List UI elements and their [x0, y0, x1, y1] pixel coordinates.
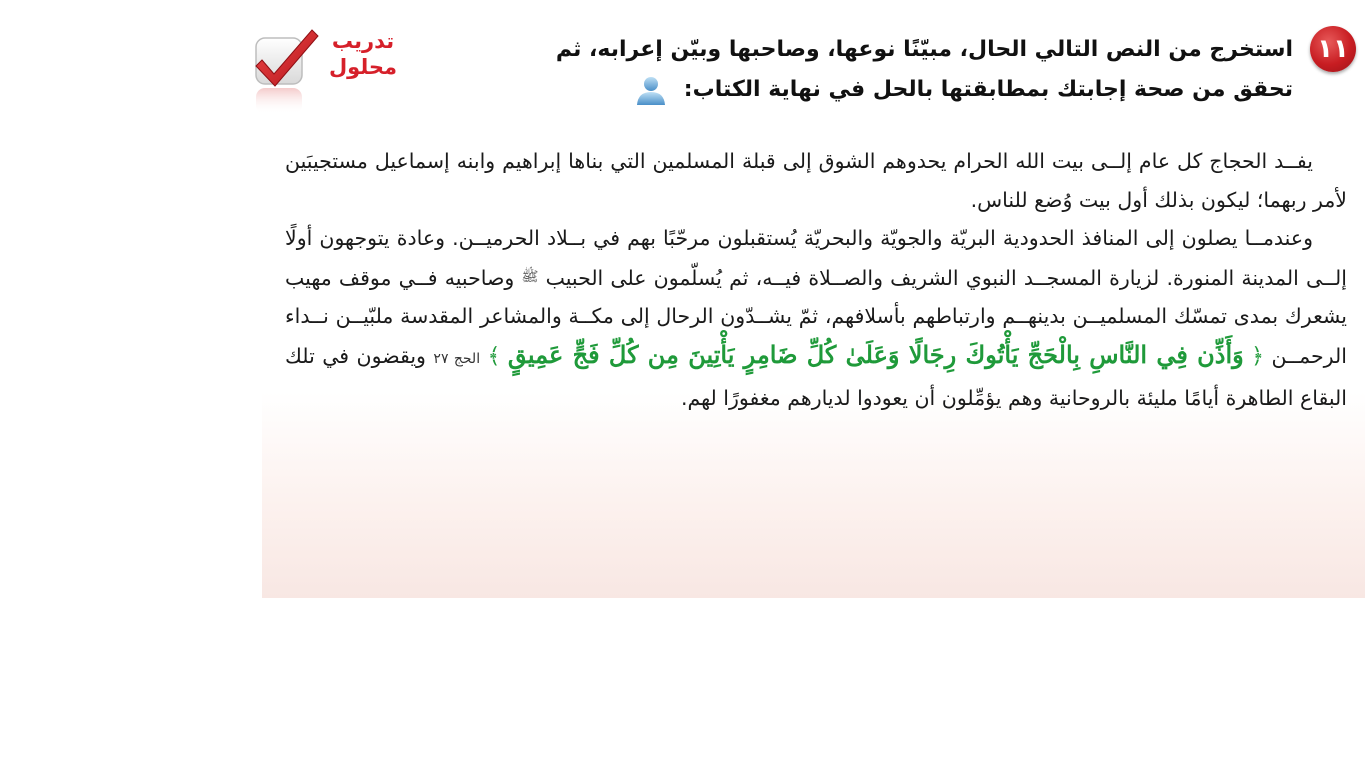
- checkmark-icon: [250, 24, 322, 120]
- person-icon: [634, 73, 668, 107]
- passage-paragraph-2-text-c: ويقضون في تلك البقاع الطاهرة أيامًا مليئة بالروحانية وهم يؤمِّلون أن يعودوا لديارهم مغفورًا لهم.: [285, 343, 1347, 410]
- passage-paragraph-2-text-b: وصاحبيه فــي موقف مهيب يشعرك بمدى تمسّك المسلميــن بدينهــم وارتباطهم بأسلافهم، ثمّ يشــدّون الرحال إلى مكــة والمشاعر المقدسة ملبّيــن نــداء الرحمــن: [285, 265, 1347, 368]
- passage-paragraph-1: [285, 142, 1347, 219]
- question-instruction-line2: تحقق من صحة إجابتك بمطابقتها بالحل في نهاية الكتاب:: [683, 77, 1293, 102]
- question-number: ١١: [1317, 34, 1349, 64]
- passage-paragraph-2-text-a: وعندمــا يصلون إلى المنافذ الحدودية البريّة والجويّة والبحريّة يُستقبلون مرحّبًا بهم في بــلاد الحرميــن. وعادة يتوجهون أولًا إلــى المدينة المنورة. لزيارة المسجــد النبوي الشريف والصــلاة فيــه، ثم يُسلّمون على الحبيب: [285, 226, 1347, 290]
- question-instruction-line2-wrap: [423, 70, 1293, 110]
- verse-reference: الحج ٢٧: [433, 350, 481, 367]
- salawat-glyph: ﷺ: [521, 268, 539, 285]
- passage-paragraph-1-text: يفــد الحجاج كل عام إلــى بيت الله الحرام يحدوهم الشوق إلى قبلة المسلمين التي بناها إبراهيم وابنه إسماعيل مستجيبَين لأمر ربهما؛ ليكون بذلك أول بيت وُضع للناس.: [285, 149, 1347, 212]
- passage-paragraph-2: [285, 219, 1347, 417]
- question-instruction-line1: استخرج من النص التالي الحال، مبيّنًا نوعها، وصاحبها وبيّن إعرابه، ثم: [555, 37, 1293, 62]
- quran-bracket-open: ﴿: [1251, 343, 1265, 369]
- question-instruction: [423, 30, 1293, 110]
- solved-exercise-label-line2: محلول: [328, 55, 398, 79]
- question-number-badge: [1310, 26, 1356, 72]
- solved-exercise-label-line1: تدريب: [331, 29, 395, 53]
- solved-exercise-label: [322, 28, 404, 80]
- quran-verse: وَأَذِّن فِي النَّاسِ بِالْحَجِّ يَأْتُوكَ رِجَالًا وَعَلَىٰ كُلِّ ضَامِرٍ يَأْتِينَ مِن كُلِّ فَجٍّ عَمِيقٍ: [507, 339, 1244, 369]
- quran-bracket-close: ﴾: [487, 343, 501, 369]
- reading-passage: [285, 142, 1347, 417]
